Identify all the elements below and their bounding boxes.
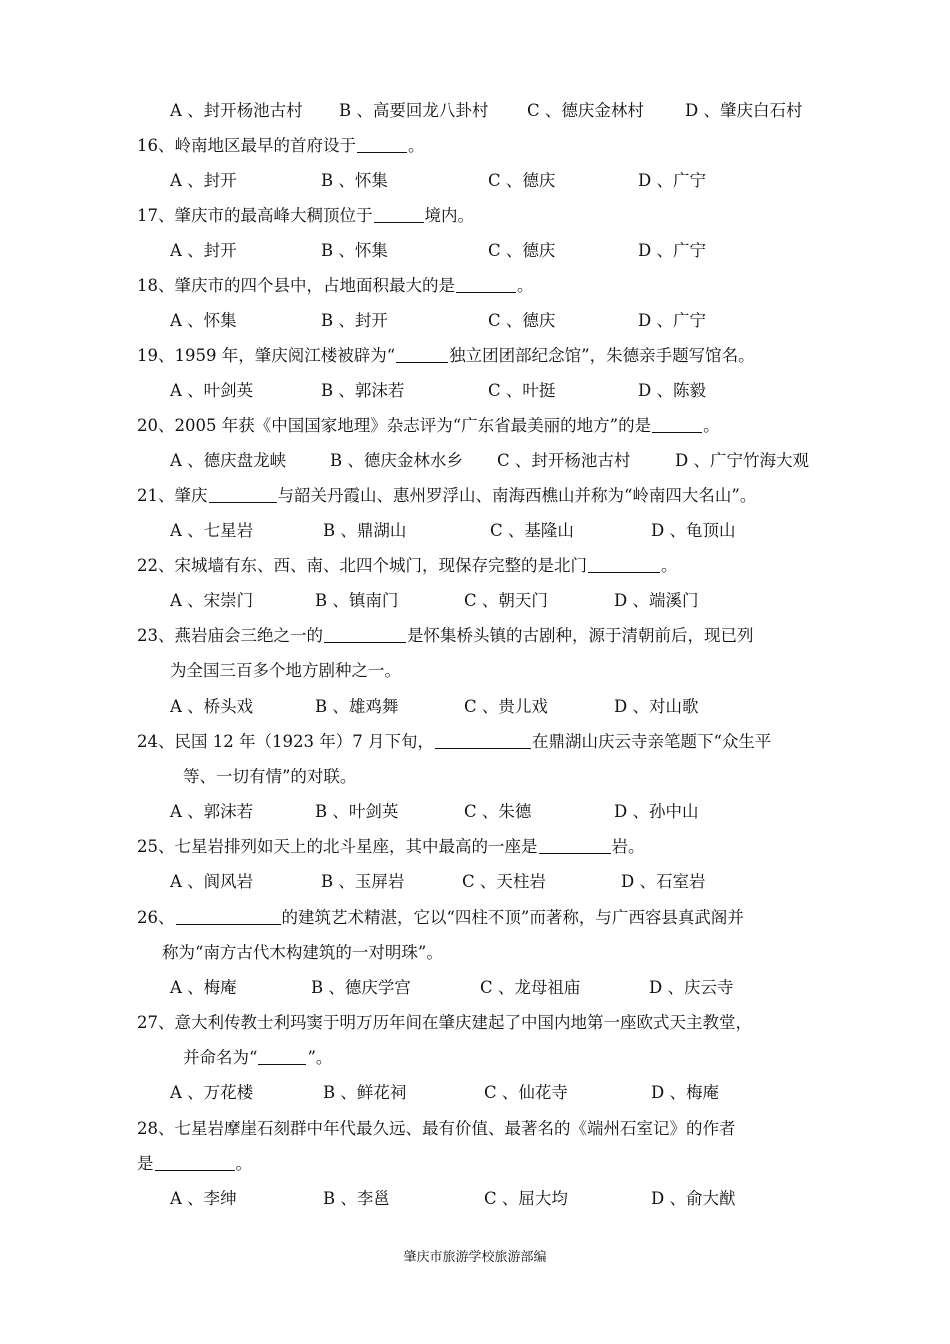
option-d: D 、庆云寺 (649, 978, 734, 997)
option-b: B 、怀集 (321, 241, 388, 260)
answer-blank (258, 1063, 306, 1065)
question-26 (137, 906, 744, 930)
answer-blank (435, 747, 531, 749)
question-stem: 26、 (137, 908, 175, 927)
option-d: D 、俞大猷 (651, 1189, 736, 1208)
option-d: D 、孙中山 (614, 802, 699, 821)
question-21 (137, 484, 756, 508)
question-stem-end: 。 (235, 1154, 252, 1173)
option-c: C 、德庆金林村 (527, 101, 644, 120)
question-28: 28、七星岩摩崖石刻群中年代最久远、最有价值、最著名的《端州石室记》的作者 (137, 1119, 736, 1138)
question-20 (137, 414, 720, 438)
question-19 (137, 344, 755, 368)
question-27: 27、意大利传教士利玛窦于明万历年间在肇庆建起了中国内地第一座欧式天主教堂， (137, 1013, 752, 1032)
question-24-continued: 等、一切有情”的对联。 (183, 767, 357, 786)
option-b: B 、高要回龙八卦村 (339, 101, 489, 120)
option-c: C 、德庆 (488, 171, 556, 190)
question-18 (137, 274, 534, 298)
answer-blank (324, 641, 406, 643)
answer-blank (588, 571, 660, 573)
question-stem-end: 。 (703, 416, 720, 435)
option-b: B 、玉屏岩 (321, 872, 405, 891)
answer-blank (357, 151, 407, 153)
question-stem: 17、肇庆市的最高峰大稠顶位于 (137, 206, 373, 225)
option-d: D 、龟顶山 (651, 521, 736, 540)
option-b: B 、叶剑英 (315, 802, 399, 821)
answer-blank (176, 923, 281, 925)
option-a: A 、德庆盘龙峡 (170, 451, 287, 470)
question-stem: 22、宋城墙有东、西、南、北四个城门，现保存完整的是北门 (137, 556, 587, 575)
question-28-continued (137, 1152, 252, 1176)
question-stem-end: ”。 (307, 1048, 333, 1067)
question-stem: 16、岭南地区最早的首府设于 (137, 136, 356, 155)
option-c: C 、天柱岩 (462, 872, 546, 891)
question-25 (137, 835, 645, 859)
option-c: C 、贵儿戏 (464, 697, 548, 716)
question-23 (137, 624, 754, 648)
option-d: D 、广宁 (638, 311, 706, 330)
option-a: A 、宋崇门 (170, 591, 254, 610)
option-d: D 、肇庆白石村 (685, 101, 803, 120)
answer-blank (209, 501, 277, 503)
question-stem-end: 与韶关丹霞山、惠州罗浮山、南海西樵山并称为“岭南四大名山”。 (277, 486, 757, 505)
question-24 (137, 730, 771, 754)
option-a: A 、封开 (170, 241, 237, 260)
answer-blank (396, 361, 448, 363)
question-23-continued: 为全国三百多个地方剧种之一。 (170, 661, 401, 680)
question-22 (137, 554, 678, 578)
option-b: B 、鼎湖山 (323, 521, 407, 540)
option-a: A 、郭沫若 (170, 802, 254, 821)
option-a: A 、叶剑英 (170, 381, 254, 400)
question-stem-mid: 并命名为“ (183, 1048, 258, 1067)
question-16 (137, 134, 425, 158)
option-a: A 、七星岩 (170, 521, 254, 540)
option-c: C 、龙母祖庙 (480, 978, 581, 997)
question-stem: 24、民国 12 年（1923 年）7 月下旬， (137, 732, 434, 751)
option-a: A 、李绅 (170, 1189, 237, 1208)
option-c: C 、德庆 (488, 241, 556, 260)
option-d: D 、梅庵 (651, 1083, 719, 1102)
option-d: D 、广宁 (638, 241, 706, 260)
question-stem-end: 。 (408, 136, 425, 155)
question-stem: 19、1959 年，肇庆阅江楼被辟为“ (137, 346, 396, 365)
option-a: A 、封开杨池古村 (170, 101, 303, 120)
option-c: C 、封开杨池古村 (497, 451, 631, 470)
page-footer: 肇庆市旅游学校旅游部编 (403, 1250, 547, 1265)
option-b: B 、怀集 (321, 171, 388, 190)
option-d: D 、端溪门 (614, 591, 699, 610)
option-a: A 、梅庵 (170, 978, 237, 997)
answer-blank (155, 1169, 235, 1171)
option-a: A 、桥头戏 (170, 697, 254, 716)
question-17 (137, 204, 474, 228)
answer-blank (374, 221, 424, 223)
answer-blank (539, 852, 611, 854)
question-stem-end: 岩。 (611, 837, 645, 856)
question-stem-end: 境内。 (424, 206, 474, 225)
question-stem-mid: 是 (137, 1154, 154, 1173)
question-stem: 20、2005 年获《中国国家地理》杂志评为“广东省最美丽的地方”的是 (137, 416, 652, 435)
option-c: C 、仙花寺 (484, 1083, 568, 1102)
answer-blank (652, 431, 702, 433)
option-d: D 、对山歌 (614, 697, 699, 716)
option-d: D 、广宁竹海大观 (675, 451, 809, 470)
option-d: D 、陈毅 (638, 381, 706, 400)
question-stem-mid: 在鼎湖山庆云寺亲笔题下“众生平 (531, 732, 772, 751)
option-a: A 、阆风岩 (170, 872, 254, 891)
answer-blank (456, 291, 516, 293)
question-stem: 21、肇庆 (137, 486, 208, 505)
option-a: A 、封开 (170, 171, 237, 190)
question-stem-end: 。 (661, 556, 678, 575)
option-d: D 、广宁 (638, 171, 706, 190)
option-c: C 、德庆 (488, 311, 556, 330)
option-a: A 、万花楼 (170, 1083, 254, 1102)
question-stem-mid: 的建筑艺术精湛，它以“四柱不顶”而著称，与广西容县真武阁并 (281, 908, 744, 927)
option-b: B 、鲜花祠 (323, 1083, 407, 1102)
question-26-continued: 称为“南方古代木构建筑的一对明珠”。 (162, 943, 443, 962)
option-c: C 、朝天门 (464, 591, 548, 610)
question-stem-mid: 是怀集桥头镇的古剧种，源于清朝前后，现已列 (407, 626, 754, 645)
question-27-continued (183, 1046, 332, 1070)
option-b: B 、镇南门 (315, 591, 399, 610)
option-c: C 、基隆山 (490, 521, 574, 540)
option-b: B 、封开 (321, 311, 388, 330)
option-c: C 、叶挺 (488, 381, 556, 400)
option-c: C 、屈大均 (484, 1189, 568, 1208)
option-c: C 、朱德 (464, 802, 532, 821)
question-stem-end: 。 (517, 276, 534, 295)
option-b: B 、李邕 (323, 1189, 390, 1208)
question-stem: 18、肇庆市的四个县中，占地面积最大的是 (137, 276, 455, 295)
option-a: A 、怀集 (170, 311, 237, 330)
option-b: B 、德庆金林水乡 (330, 451, 463, 470)
option-d: D 、石室岩 (621, 872, 706, 891)
question-stem: 23、燕岩庙会三绝之一的 (137, 626, 323, 645)
option-b: B 、郭沫若 (321, 381, 405, 400)
question-stem-end: 独立团团部纪念馆”，朱德亲手题写馆名。 (449, 346, 755, 365)
option-b: B 、德庆学宫 (311, 978, 411, 997)
question-stem: 25、七星岩排列如天上的北斗星座，其中最高的一座是 (137, 837, 538, 856)
option-b: B 、雄鸡舞 (315, 697, 399, 716)
